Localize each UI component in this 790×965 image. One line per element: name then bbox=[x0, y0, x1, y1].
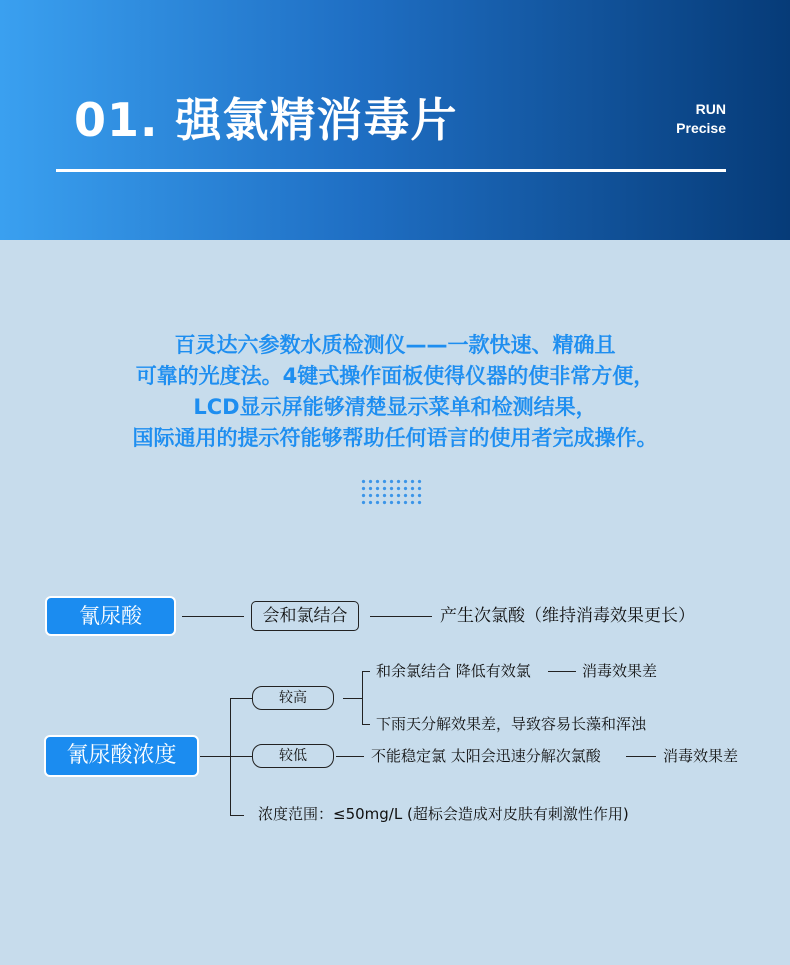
brand-line-2: Precise bbox=[676, 120, 726, 136]
connector-line bbox=[230, 756, 252, 757]
high-level-box: 较高 bbox=[252, 686, 334, 710]
connector-line bbox=[336, 756, 364, 757]
intro-line: LCD显示屏能够清楚显示菜单和检测结果， bbox=[193, 395, 597, 419]
connector-line bbox=[230, 815, 244, 816]
high-branch-1-text: 和余氯结合 降低有效氯 bbox=[376, 662, 531, 680]
high-branch-1-effect: 消毒效果差 bbox=[582, 662, 658, 680]
concentration-range-text: 浓度范围：≤50mg/L (超标会造成对皮肤有刺激性作用) bbox=[258, 805, 629, 823]
intro-line: 百灵达六参数水质检测仪——一款快速、精确且 bbox=[174, 333, 616, 357]
low-branch-effect: 消毒效果差 bbox=[663, 747, 739, 765]
connector-line bbox=[230, 698, 252, 699]
intro-line: 国际通用的提示符能够帮助任何语言的使用者完成操作。 bbox=[132, 426, 658, 450]
low-level-box: 较低 bbox=[252, 744, 334, 768]
cyanuric-acid-pill: 氰尿酸 bbox=[45, 596, 176, 636]
low-branch-text: 不能稳定氯 太阳会迅速分解次氯酸 bbox=[371, 747, 601, 765]
connector-line bbox=[182, 616, 244, 617]
brand-logo bbox=[646, 100, 726, 138]
cyanuric-concentration-pill: 氰尿酸浓度 bbox=[44, 735, 199, 777]
branch-line bbox=[362, 671, 363, 724]
page-title: 01. 强氯精消毒片 bbox=[74, 93, 458, 147]
intro-line: 可靠的光度法。4键式操作面板使得仪器的使非常方便， bbox=[135, 364, 655, 388]
connector-line bbox=[362, 724, 370, 725]
connector-line bbox=[200, 756, 230, 757]
connector-line bbox=[343, 698, 362, 699]
connector-line bbox=[370, 616, 432, 617]
connector-line bbox=[548, 671, 576, 672]
connector-line bbox=[626, 756, 656, 757]
intro-paragraph bbox=[40, 330, 750, 454]
combines-chlorine-box: 会和氯结合 bbox=[251, 601, 359, 631]
connector-line bbox=[362, 671, 370, 672]
trunk-line bbox=[230, 698, 231, 816]
row1-result-text: 产生次氯酸（维持消毒效果更长） bbox=[440, 606, 695, 626]
high-branch-2-text: 下雨天分解效果差，导致容易长藻和浑浊 bbox=[376, 715, 647, 733]
decorative-dot-grid bbox=[360, 478, 424, 506]
header-divider bbox=[56, 169, 726, 172]
header-banner bbox=[0, 0, 790, 240]
brand-line-1: RUN bbox=[695, 101, 726, 117]
